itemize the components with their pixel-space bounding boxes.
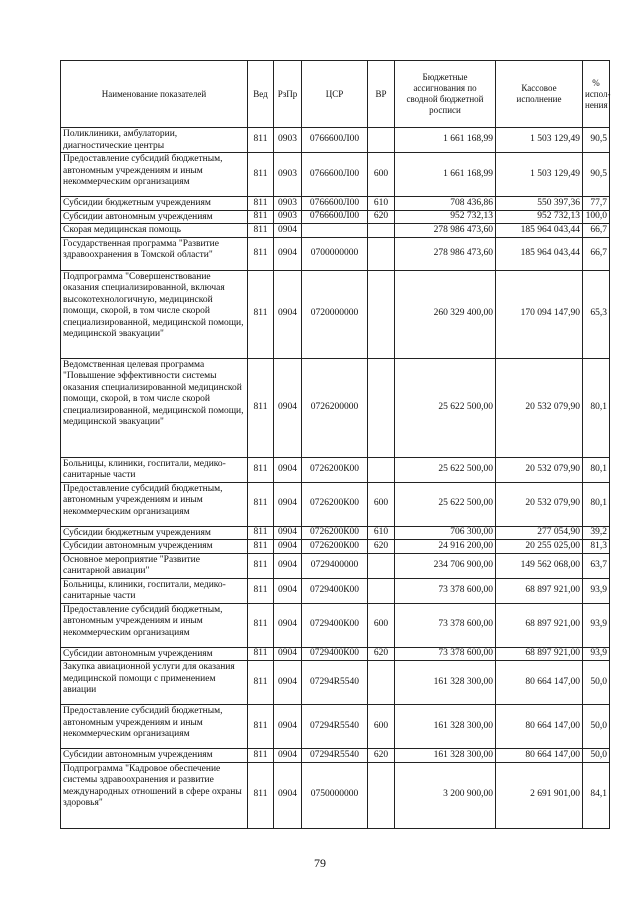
row-vr: 620 [368,647,395,661]
row-budget: 161 328 300,00 [395,705,496,749]
table-row [61,578,610,603]
row-vr [368,553,395,578]
row-percent: 66,7 [583,237,610,270]
row-ved: 811 [248,578,274,603]
row-kassovoe: 20 255 025,00 [496,540,583,554]
table-row [61,553,610,578]
row-percent: 84,1 [583,762,610,828]
row-csr: 0726200К00 [302,482,368,526]
row-percent: 81,3 [583,540,610,554]
row-rzpr: 0903 [274,210,302,224]
row-budget: 278 986 473,60 [395,224,496,238]
row-rzpr: 0903 [274,128,302,153]
row-rzpr: 0904 [274,540,302,554]
row-budget: 24 916 200,00 [395,540,496,554]
budget-execution-table [60,60,610,829]
row-rzpr: 0904 [274,224,302,238]
row-name: Подпрограмма "Совершенствование оказания специализированной, включая высокотехнологичную, медицинской помощи, скорой, в том числе скорой специализированной, медицинской помощи, медицинской эвакуации" [61,270,248,358]
row-rzpr: 0904 [274,603,302,647]
row-csr: 0720000000 [302,270,368,358]
row-budget: 73 378 600,00 [395,578,496,603]
row-percent: 39,2 [583,526,610,540]
row-csr: 0766600Л00 [302,153,368,197]
table-row [61,661,610,705]
row-vr: 620 [368,210,395,224]
row-budget: 161 328 300,00 [395,661,496,705]
row-kassovoe: 149 562 068,00 [496,553,583,578]
table-body [61,128,610,829]
row-budget: 1 661 168,99 [395,153,496,197]
row-kassovoe: 68 897 921,00 [496,647,583,661]
row-budget: 278 986 473,60 [395,237,496,270]
row-vr: 600 [368,705,395,749]
row-percent: 93,9 [583,603,610,647]
row-percent: 90,5 [583,153,610,197]
header-csr: ЦСР [302,61,368,128]
row-percent: 63,7 [583,553,610,578]
table-row [61,762,610,828]
row-kassovoe: 2 691 901,00 [496,762,583,828]
row-name: Субсидии бюджетным учреждениям [61,197,248,211]
table-row [61,526,610,540]
row-ved: 811 [248,762,274,828]
row-vr [368,578,395,603]
row-rzpr: 0904 [274,358,302,457]
row-name: Больницы, клиники, госпитали, медико-санитарные части [61,578,248,603]
row-ved: 811 [248,603,274,647]
row-kassovoe: 185 964 043,44 [496,224,583,238]
row-name: Субсидии автономным учреждениям [61,210,248,224]
row-rzpr: 0904 [274,647,302,661]
row-rzpr: 0903 [274,197,302,211]
row-rzpr: 0904 [274,457,302,482]
row-csr: 0729400К00 [302,647,368,661]
row-kassovoe: 80 664 147,00 [496,661,583,705]
row-name: Предоставление субсидий бюджетным, автономным учреждениям и иным некоммерческим организациям [61,705,248,749]
row-ved: 811 [248,270,274,358]
page-number: 79 [314,856,326,870]
row-budget: 161 328 300,00 [395,749,496,763]
row-ved: 811 [248,647,274,661]
row-csr: 0726200К00 [302,526,368,540]
row-ved: 811 [248,457,274,482]
row-csr: 0726200000 [302,358,368,457]
row-name: Предоставление субсидий бюджетным, автономным учреждениям и иным некоммерческим организациям [61,603,248,647]
row-name: Субсидии автономным учреждениям [61,647,248,661]
header-ved: Вед [248,61,274,128]
table-row [61,457,610,482]
row-percent: 50,0 [583,749,610,763]
row-rzpr: 0904 [274,661,302,705]
row-kassovoe: 1 503 129,49 [496,153,583,197]
header-percent: % испол-нения [583,61,610,128]
table-row [61,705,610,749]
table-row [61,237,610,270]
row-kassovoe: 20 532 079,90 [496,358,583,457]
row-vr: 610 [368,197,395,211]
row-vr [368,237,395,270]
row-vr: 620 [368,749,395,763]
table-header-row [61,61,610,128]
row-percent: 80,1 [583,482,610,526]
row-csr: 0729400К00 [302,603,368,647]
row-csr: 0766600Л00 [302,210,368,224]
row-rzpr: 0904 [274,762,302,828]
row-percent: 77,7 [583,197,610,211]
header-name: Наименование показателей [61,61,248,128]
table-row [61,210,610,224]
row-ved: 811 [248,705,274,749]
header-rzpr: РзПр [274,61,302,128]
row-ved: 811 [248,197,274,211]
table-row [61,224,610,238]
row-csr [302,224,368,238]
row-ved: 811 [248,526,274,540]
table-row [61,358,610,457]
row-percent: 66,7 [583,224,610,238]
row-percent: 80,1 [583,358,610,457]
row-vr [368,224,395,238]
table-row [61,128,610,153]
row-ved: 811 [248,553,274,578]
row-name: Подпрограмма "Кадровое обеспечение системы здравоохранения и развитие международных отношений в сфере охраны здоровья" [61,762,248,828]
row-csr: 0766600Л00 [302,197,368,211]
row-rzpr: 0903 [274,153,302,197]
row-name: Закупка авиационной услуги для оказания медицинской помощи с применением авиации [61,661,248,705]
row-kassovoe: 550 397,36 [496,197,583,211]
row-csr: 0750000000 [302,762,368,828]
row-csr: 07294R5540 [302,705,368,749]
row-rzpr: 0904 [274,482,302,526]
row-vr [368,358,395,457]
row-percent: 80,1 [583,457,610,482]
row-ved: 811 [248,128,274,153]
row-csr: 0726200К00 [302,540,368,554]
row-budget: 3 200 900,00 [395,762,496,828]
row-kassovoe: 68 897 921,00 [496,578,583,603]
table-row [61,647,610,661]
row-kassovoe: 20 532 079,90 [496,482,583,526]
row-ved: 811 [248,224,274,238]
row-rzpr: 0904 [274,553,302,578]
row-vr: 610 [368,526,395,540]
row-name: Субсидии автономным учреждениям [61,540,248,554]
row-vr [368,270,395,358]
row-budget: 73 378 600,00 [395,603,496,647]
header-kassovoe: Кассовое исполнение [496,61,583,128]
row-percent: 90,5 [583,128,610,153]
row-name: Основное мероприятие "Развитие санитарной авиации" [61,553,248,578]
row-csr: 0726200К00 [302,457,368,482]
row-budget: 73 378 600,00 [395,647,496,661]
row-csr: 07294R5540 [302,661,368,705]
row-vr [368,128,395,153]
row-budget: 25 622 500,00 [395,482,496,526]
table-row [61,482,610,526]
document-page [60,60,610,829]
row-kassovoe: 80 664 147,00 [496,749,583,763]
row-percent: 93,9 [583,578,610,603]
row-kassovoe: 20 532 079,90 [496,457,583,482]
row-budget: 234 706 900,00 [395,553,496,578]
row-rzpr: 0904 [274,749,302,763]
row-percent: 93,9 [583,647,610,661]
header-budget: Бюджетные ассигнования по сводной бюджетной росписи [395,61,496,128]
row-budget: 1 661 168,99 [395,128,496,153]
row-percent: 50,0 [583,661,610,705]
row-name: Государственная программа "Развитие здравоохранения в Томской области" [61,237,248,270]
row-ved: 811 [248,210,274,224]
row-vr: 620 [368,540,395,554]
row-kassovoe: 952 732,13 [496,210,583,224]
row-vr: 600 [368,603,395,647]
row-ved: 811 [248,540,274,554]
row-name: Предоставление субсидий бюджетным, автономным учреждениям и иным некоммерческим организациям [61,153,248,197]
row-name: Ведомственная целевая программа "Повышение эффективности системы оказания специализированной медицинской помощи, скорой, в том числе скорой специализированной, медицинской помощи, медицинской эвакуации" [61,358,248,457]
row-csr: 0766600Л00 [302,128,368,153]
row-rzpr: 0904 [274,237,302,270]
row-csr: 0729400К00 [302,578,368,603]
row-vr [368,661,395,705]
row-vr: 600 [368,153,395,197]
row-budget: 260 329 400,00 [395,270,496,358]
row-ved: 811 [248,153,274,197]
row-rzpr: 0904 [274,270,302,358]
row-name: Скорая медицинская помощь [61,224,248,238]
table-row [61,197,610,211]
row-percent: 100,0 [583,210,610,224]
row-name: Субсидии бюджетным учреждениям [61,526,248,540]
row-rzpr: 0904 [274,578,302,603]
table-row [61,540,610,554]
row-budget: 706 300,00 [395,526,496,540]
row-rzpr: 0904 [274,705,302,749]
row-ved: 811 [248,749,274,763]
row-csr: 07294R5540 [302,749,368,763]
table-row [61,153,610,197]
row-percent: 65,3 [583,270,610,358]
table-row [61,270,610,358]
row-kassovoe: 1 503 129,49 [496,128,583,153]
row-csr: 0729400000 [302,553,368,578]
header-vr: ВР [368,61,395,128]
table-row [61,749,610,763]
row-budget: 25 622 500,00 [395,457,496,482]
row-name: Предоставление субсидий бюджетным, автономным учреждениям и иным некоммерческим организациям [61,482,248,526]
row-rzpr: 0904 [274,526,302,540]
row-budget: 25 622 500,00 [395,358,496,457]
row-ved: 811 [248,482,274,526]
row-kassovoe: 185 964 043,44 [496,237,583,270]
row-name: Поликлиники, амбулатории, диагностические центры [61,128,248,153]
row-name: Больницы, клиники, госпитали, медико-санитарные части [61,457,248,482]
row-budget: 952 732,13 [395,210,496,224]
row-percent: 50,0 [583,705,610,749]
table-row [61,603,610,647]
row-budget: 708 436,86 [395,197,496,211]
row-kassovoe: 277 054,90 [496,526,583,540]
row-vr: 600 [368,482,395,526]
row-vr [368,457,395,482]
row-kassovoe: 170 094 147,90 [496,270,583,358]
row-ved: 811 [248,358,274,457]
row-ved: 811 [248,661,274,705]
row-kassovoe: 68 897 921,00 [496,603,583,647]
row-ved: 811 [248,237,274,270]
row-kassovoe: 80 664 147,00 [496,705,583,749]
row-csr: 0700000000 [302,237,368,270]
row-name: Субсидии автономным учреждениям [61,749,248,763]
row-vr [368,762,395,828]
